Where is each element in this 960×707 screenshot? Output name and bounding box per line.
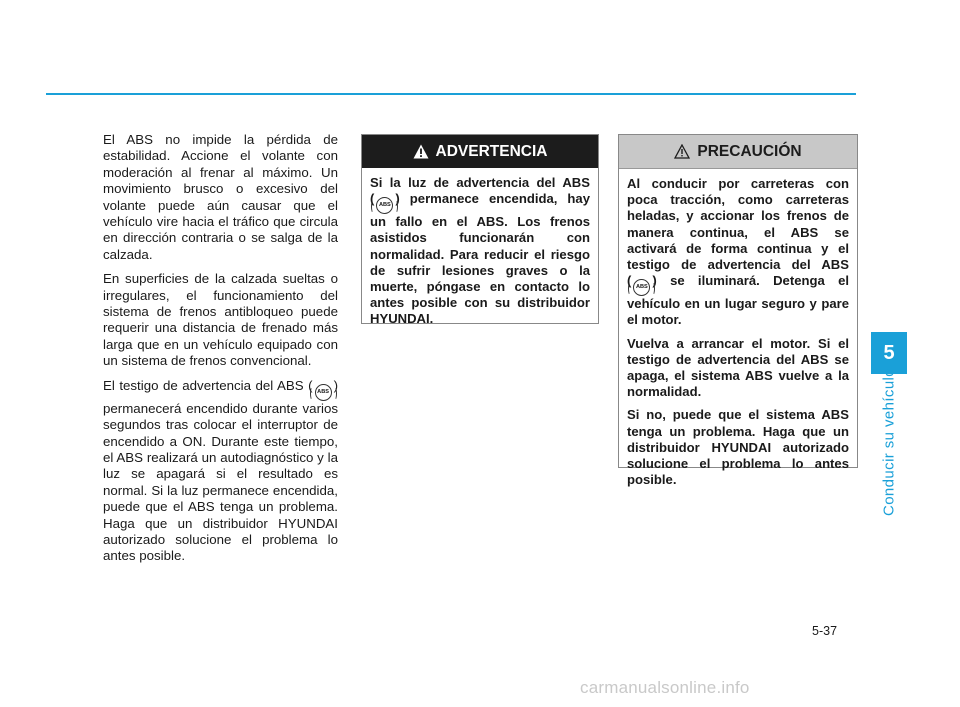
caution-title: PRECAUCIÓN	[697, 142, 802, 160]
chapter-tab: 5	[871, 332, 907, 374]
warning-body: Si la luz de advertencia del ABS ( ABS ) permanece encendida, hay un fallo en el ABS. Los frenos asistidos funcionarán con normalidad. Para reducir el riesgo de sufrir lesiones graves o la muerte, póngase en contacto lo antes posible con su distribuidor HYUNDAI.	[370, 175, 590, 327]
watermark: carmanualsonline.info	[580, 678, 750, 697]
warning-title: ADVERTENCIA	[435, 142, 548, 160]
caution-triangle-icon	[674, 144, 690, 159]
paragraph-loose-surfaces: En superficies de la calzada sueltas o irregulares, el funcionamiento del sistema de frenos antibloqueo puede requerir una distancia de frenado más larga que en un vehículo equipado con un sistema de frenos convencional.	[103, 271, 338, 369]
warning-header	[362, 135, 598, 168]
abs-warning-light-icon: ABS	[315, 384, 332, 401]
abs-warning-light-icon: ABS	[376, 197, 393, 214]
page-number: 5-37	[812, 624, 838, 638]
caution-header	[619, 135, 857, 169]
caution-body: Al conducir por carreteras con poca tracción, como carreteras heladas, y accionar los frenos de manera continua, el ABS se activará de forma continua y el testigo de advertencia del ABS ( ABS ) se iluminará. Detenga el vehículo en un lugar seguro y pare el motor. Vuelva a arrancar el motor. Si el testigo de advertencia del ABS se apaga, el sistema ABS vuelve a la normalidad. Si no, puede que el sistema ABS tenga un problema. Haga que un distribuidor HYUNDAI autorizado solucione el problema lo antes posible.	[627, 176, 849, 488]
paragraph-abs-warning-light: El testigo de advertencia del ABS ( ABS ) permanecerá encendido durante varios segundos tras colocar el interruptor de encendido a ON. Durante este tiempo, el ABS realizará un autodiagnóstico y la luz se apagará si el resultado es normal. Si la luz permanece encendida, puede que el ABS tenga un problema. Haga que un distribuidor HYUNDAI autorizado solucione el problema lo antes posible.	[103, 377, 338, 564]
chapter-title: Conducir su vehículo	[880, 367, 898, 517]
header-rule	[46, 93, 856, 95]
paragraph-abs-stability: El ABS no impide la pérdida de estabilidad. Accione el volante con moderación al frenar al máximo. Un movimiento brusco o excesivo del volante puede aún causar que el vehículo vire hacia el tráfico que circula en dirección contraria o se salga de la calzada.	[103, 132, 338, 262]
warning-triangle-icon	[413, 144, 429, 159]
paragraph-text-before-icon: El testigo de advertencia del ABS	[103, 377, 304, 393]
paragraph-text-after-icon: permanecerá encendido durante varios segundos tras colocar el interruptor de encendido a ON. Durante este tiempo, el ABS realizará un autodiagnóstico y la luz se apagará si el resultado es normal. Si la luz permanece encendida, puede que el ABS tenga un problema. Haga que un distribuidor HYUNDAI autorizado solucione el problema lo antes posible.	[103, 400, 338, 564]
abs-warning-light-icon: ABS	[633, 279, 650, 296]
caution-box	[618, 134, 858, 488]
caution-paragraph-restart: Vuelva a arrancar el motor. Si el testigo de advertencia del ABS se apaga, el sistema ABS vuelve a la normalidad.	[627, 335, 849, 400]
body-text-column	[103, 132, 338, 573]
caution-paragraph-dealer: Si no, puede que el sistema ABS tenga un problema. Haga que un distribuidor HYUNDAI autorizado solucione el problema lo antes posible.	[627, 407, 849, 488]
warning-box	[361, 134, 599, 327]
